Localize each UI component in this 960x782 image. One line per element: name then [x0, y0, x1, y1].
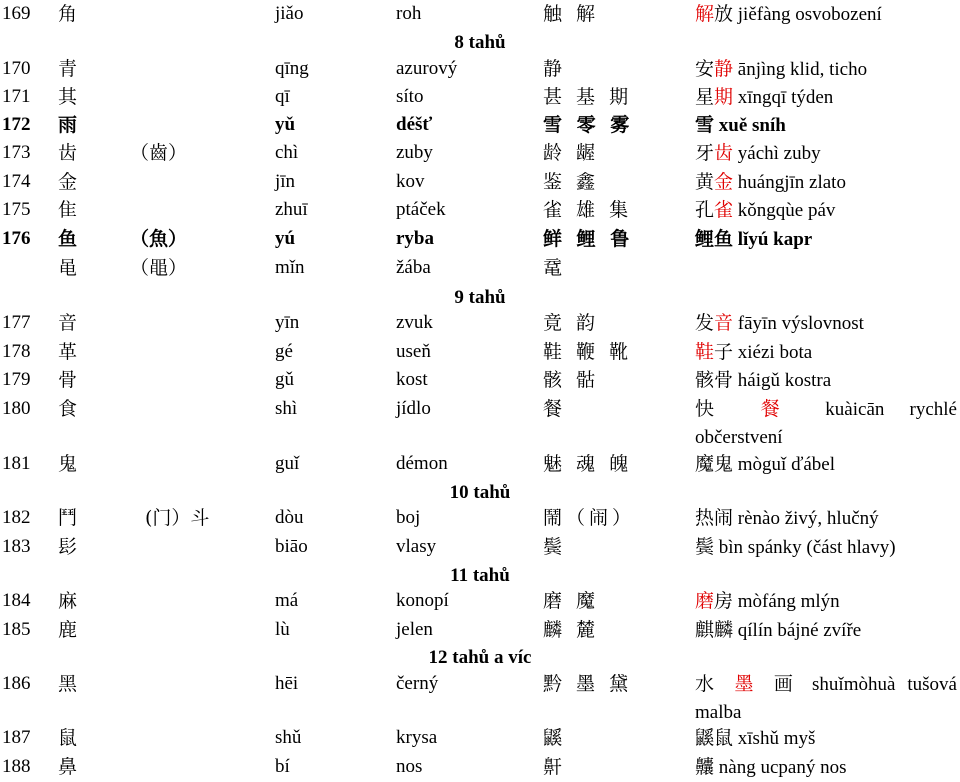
row-number: 174 — [2, 171, 31, 192]
radical-pinyin: zhuī — [275, 199, 308, 220]
example-characters: 鞋 鞭 靴 — [543, 341, 633, 363]
word-gloss: xiézi bota — [733, 342, 813, 363]
word-gloss: mòfáng mlýn — [733, 591, 840, 612]
word-highlight: 金 — [714, 171, 734, 193]
row-number: 184 — [2, 590, 31, 611]
example-characters: 静 — [543, 58, 567, 80]
example-word — [695, 338, 957, 367]
radical-pinyin: hēi — [275, 673, 299, 694]
word-prefix: 齉 — [695, 756, 715, 778]
row-number: 181 — [2, 453, 31, 474]
word-highlight: 雀 — [714, 199, 734, 221]
word-prefix: 鼷鼠 — [695, 727, 734, 749]
example-word — [695, 111, 957, 140]
example-word — [695, 196, 957, 225]
radical-meaning: kov — [396, 171, 425, 192]
radical: 其 — [58, 86, 78, 108]
traditional-form: （黽） — [130, 257, 188, 279]
example-characters: 龄 龌 — [543, 142, 600, 164]
radical-meaning: zuby — [396, 142, 433, 163]
word-gloss: rènào živý, hlučný — [733, 508, 879, 529]
radical-pinyin: lù — [275, 619, 290, 640]
word-prefix: 水 — [695, 673, 722, 695]
example-characters: 餐 — [543, 398, 567, 420]
word-highlight: 餐 — [760, 398, 801, 420]
word-gloss: qílín bájné zvíře — [733, 620, 862, 641]
radical-meaning: zvuk — [396, 312, 433, 333]
row-number: 173 — [2, 142, 31, 163]
word-highlight: 磨 — [695, 590, 715, 612]
radical-pinyin: qī — [275, 86, 290, 107]
example-characters: 雀 雄 集 — [543, 199, 633, 221]
example-word — [695, 168, 957, 197]
word-gloss: kǒngqùe páv — [733, 200, 836, 221]
example-word — [695, 753, 957, 782]
radical: 鬼 — [58, 453, 78, 475]
radical-meaning: démon — [396, 453, 448, 474]
traditional-form: （魚） — [130, 228, 188, 250]
example-word — [695, 616, 957, 645]
radical-meaning: krysa — [396, 727, 438, 748]
radical: 雨 — [58, 114, 78, 136]
example-word — [695, 0, 957, 29]
radical: 麻 — [58, 590, 78, 612]
word-highlight: 音 — [714, 312, 734, 334]
example-word — [695, 139, 957, 168]
example-characters: 鼋 — [543, 257, 567, 279]
radical: 黾 — [58, 257, 78, 279]
radical-meaning: roh — [396, 3, 422, 24]
radical-meaning: kost — [396, 369, 428, 390]
word-prefix: 快 — [695, 398, 735, 420]
example-word — [695, 724, 957, 753]
word-highlight: 解 — [695, 3, 715, 25]
radical: 音 — [58, 312, 78, 334]
radical-pinyin: yīn — [275, 312, 300, 333]
radical-meaning: nos — [396, 756, 423, 777]
example-word — [695, 504, 957, 533]
radical: 角 — [58, 3, 78, 25]
section-heading: 9 tahů — [454, 287, 506, 308]
radical: 髟 — [58, 536, 78, 558]
radical: 鹿 — [58, 619, 78, 641]
word-highlight: 鞋 — [695, 341, 715, 363]
section-heading: 12 tahů a víc — [428, 647, 532, 668]
word-gloss: shuǐmòhuà tušová — [800, 674, 957, 695]
radical-pinyin: shì — [275, 398, 298, 419]
section-heading: 10 tahů — [449, 482, 511, 503]
radical-meaning: ryba — [396, 228, 434, 249]
radical-meaning: ptáček — [396, 199, 446, 220]
traditional-form: (门）斗 — [145, 507, 210, 529]
radical-meaning: déšť — [396, 114, 433, 135]
row-number: 172 — [2, 114, 31, 135]
word-prefix: 发 — [695, 312, 715, 334]
radical: 鬥 — [58, 507, 78, 529]
word-prefix: 热闹 — [695, 507, 734, 529]
example-word — [695, 83, 957, 112]
radical-pinyin: dòu — [275, 507, 304, 528]
radical-pinyin: jiǎo — [275, 3, 304, 24]
word-highlight: 期 — [714, 86, 734, 108]
word-prefix: 鬓 — [695, 536, 715, 558]
radical: 鱼 — [58, 228, 78, 250]
radical: 隹 — [58, 199, 78, 221]
radical-pinyin: jīn — [275, 171, 296, 192]
word-gloss: huángjīn zlato — [733, 172, 846, 193]
word-highlight: 齿 — [714, 142, 734, 164]
word-gloss-continued: občerstvení — [695, 427, 783, 448]
example-characters: 骸 骷 — [543, 369, 600, 391]
word-highlight: 墨 — [734, 673, 761, 695]
word-highlight: 静 — [714, 58, 734, 80]
section-heading: 8 tahů — [454, 32, 506, 53]
row-number: 182 — [2, 507, 31, 528]
example-characters: 鬓 — [543, 536, 567, 558]
example-characters: 触 解 — [543, 3, 600, 25]
row-number: 170 — [2, 58, 31, 79]
example-word — [695, 670, 957, 727]
radical-pinyin: gé — [275, 341, 293, 362]
example-characters: 竟 韵 — [543, 312, 600, 334]
radical: 食 — [58, 398, 78, 420]
radical: 黑 — [58, 673, 78, 695]
word-rest: 画 — [773, 673, 801, 695]
radical-pinyin: má — [275, 590, 299, 611]
row-number: 180 — [2, 398, 31, 419]
radical-pinyin: mǐn — [275, 257, 305, 278]
word-prefix: 魔鬼 — [695, 453, 734, 475]
example-characters: 鉴 鑫 — [543, 171, 600, 193]
example-word — [695, 395, 957, 452]
word-gloss: fāyīn výslovnost — [733, 313, 864, 334]
radical-pinyin: biāo — [275, 536, 308, 557]
word-gloss: xīngqī týden — [733, 87, 834, 108]
example-word — [695, 309, 957, 338]
example-characters: 麟 麓 — [543, 619, 600, 641]
example-word — [695, 225, 957, 254]
radical-meaning: černý — [396, 673, 439, 694]
word-prefix: 星 — [695, 86, 715, 108]
row-number: 177 — [2, 312, 31, 333]
word-rest: 房 — [714, 590, 734, 612]
word-prefix: 麒麟 — [695, 619, 734, 641]
row-number: 175 — [2, 199, 31, 220]
example-word — [695, 366, 957, 395]
radical-pinyin: bí — [275, 756, 290, 777]
radical: 齿 — [58, 142, 78, 164]
word-gloss: lǐyú kapr — [733, 229, 813, 250]
word-gloss: mòguǐ ďábel — [733, 454, 836, 475]
radical-pinyin: chì — [275, 142, 299, 163]
radical: 鼠 — [58, 727, 78, 749]
word-gloss: ānjìng klid, ticho — [733, 59, 868, 80]
radical-pinyin: guǐ — [275, 453, 300, 474]
word-prefix: 雪 — [695, 114, 715, 136]
example-word — [695, 55, 957, 84]
example-characters: 鬧（闹） — [543, 507, 636, 529]
radical-pinyin: gǔ — [275, 369, 294, 390]
word-gloss: yáchì zuby — [733, 143, 821, 164]
radical-meaning: useň — [396, 341, 431, 362]
row-number: 179 — [2, 369, 31, 390]
radical-pinyin: yú — [275, 228, 296, 249]
radical-meaning: síto — [396, 86, 424, 107]
radical-pinyin: qīng — [275, 58, 309, 79]
radical-meaning: jelen — [396, 619, 433, 640]
word-prefix: 孔 — [695, 199, 715, 221]
radical: 金 — [58, 171, 78, 193]
example-characters: 磨 魔 — [543, 590, 600, 612]
example-word — [695, 450, 957, 479]
example-word — [695, 533, 957, 562]
row-number: 178 — [2, 341, 31, 362]
radical-meaning: žába — [396, 257, 431, 278]
example-characters: 鲜 鲤 鲁 — [543, 228, 634, 250]
word-gloss: nàng ucpaný nos — [714, 757, 847, 778]
radical-meaning: boj — [396, 507, 421, 528]
word-gloss: háigǔ kostra — [733, 370, 832, 391]
word-rest: 子 — [714, 341, 734, 363]
word-prefix: 黄 — [695, 171, 715, 193]
example-characters: 甚 基 期 — [543, 86, 633, 108]
radical-meaning: konopí — [396, 590, 449, 611]
radical: 革 — [58, 341, 78, 363]
radical-meaning: azurový — [396, 58, 458, 79]
example-characters: 黔 墨 黛 — [543, 673, 633, 695]
word-gloss-continued: malba — [695, 702, 742, 723]
example-characters: 魅 魂 魄 — [543, 453, 633, 475]
word-prefix: 安 — [695, 58, 715, 80]
row-number: 183 — [2, 536, 31, 557]
radical-meaning: jídlo — [396, 398, 431, 419]
traditional-form: （齒） — [130, 142, 188, 164]
word-gloss: xīshǔ myš — [733, 728, 816, 749]
example-characters: 雪 零 雾 — [543, 114, 634, 136]
example-characters: 鼾 — [543, 756, 567, 778]
radical-pinyin: shǔ — [275, 727, 302, 748]
word-gloss: bìn spánky (část hlavy) — [714, 537, 896, 558]
radical-pinyin: yǔ — [275, 114, 296, 135]
word-rest: 放 — [714, 3, 734, 25]
row-number: 176 — [2, 228, 31, 249]
word-prefix: 鲤鱼 — [695, 228, 734, 250]
row-number: 188 — [2, 756, 31, 777]
radical: 青 — [58, 58, 78, 80]
section-heading: 11 tahů — [450, 565, 510, 586]
row-number: 185 — [2, 619, 31, 640]
word-prefix: 骸骨 — [695, 369, 734, 391]
radical-meaning: vlasy — [396, 536, 437, 557]
example-word — [695, 587, 957, 616]
word-gloss: kuàicān rychlé — [800, 399, 957, 420]
word-prefix: 牙 — [695, 142, 715, 164]
radical: 骨 — [58, 369, 78, 391]
row-number: 171 — [2, 86, 31, 107]
row-number: 169 — [2, 3, 31, 24]
radical: 鼻 — [58, 756, 78, 778]
word-gloss: jiěfàng osvobození — [733, 4, 882, 25]
row-number: 186 — [2, 673, 31, 694]
example-characters: 鼷 — [543, 727, 567, 749]
word-gloss: xuě sníh — [714, 115, 786, 136]
row-number: 187 — [2, 727, 31, 748]
